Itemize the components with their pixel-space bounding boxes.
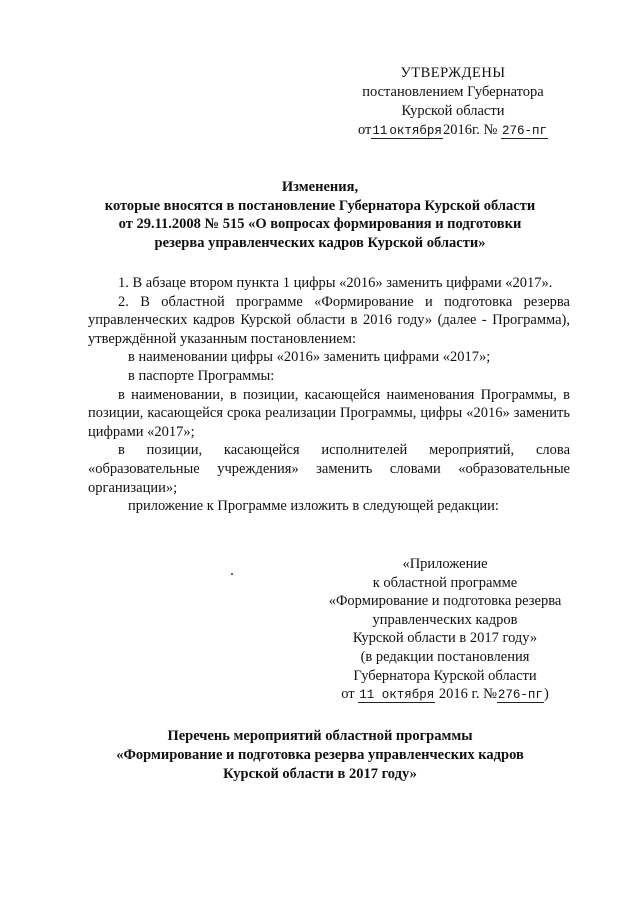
final-heading-line-3: Курской области в 2017 году»: [223, 766, 417, 782]
appendix-line-7: Губернатора Курской области: [353, 667, 537, 684]
body-text: [88, 274, 570, 516]
approval-date-prefix: от: [358, 122, 372, 138]
appendix-line-6: (в редакции постановления: [360, 648, 530, 665]
changes-heading: [60, 178, 580, 252]
paragraph-3: в наименовании цифры «2016» заменить цифрами «2017»;: [128, 349, 491, 366]
appendix-date-prefix: от: [341, 686, 355, 703]
paragraph-1: 1. В абзаце втором пункта 1 цифры «2016» заменить цифрами «2017».: [118, 275, 553, 291]
heading-line-2: которые вносятся в постановление Губернатора Курской области: [104, 197, 536, 214]
appendix-number: 276-пг: [497, 688, 543, 703]
approval-line-1: постановлением Губернатора: [362, 84, 544, 100]
approval-block: [338, 64, 568, 140]
appendix-line-3: «Формирование и подготовка резерва: [328, 593, 562, 610]
appendix-year: 2016 г. №: [438, 686, 497, 703]
paragraph-6: в позиции, касающейся исполнителей мероприятий, слова «образовательные учреждения» заменить словами «образовательные организации»;: [88, 442, 570, 496]
appendix-date-line: [315, 685, 575, 704]
approval-line-2: Курской области: [401, 103, 505, 119]
approval-year: 2016г. №: [442, 122, 498, 138]
approval-number: 276-пг: [501, 124, 547, 138]
heading-line-3: от 29.11.2008 № 515 «О вопросах формирования и подготовки: [118, 216, 522, 232]
heading-line-4: резерва управленческих кадров Курской области»: [154, 234, 486, 251]
approval-title: УТВЕРЖДЕНЫ: [400, 65, 506, 81]
appendix-block: [315, 555, 575, 704]
appendix-day-month: 11 октября: [359, 688, 435, 703]
paragraph-4: в паспорте Программы:: [128, 367, 275, 384]
appendix-line-2: к областной программе: [372, 574, 518, 591]
paragraph-7: приложение к Программе изложить в следующей редакции:: [128, 498, 499, 515]
scan-speck: [231, 573, 233, 575]
heading-line-1: Изменения,: [281, 179, 359, 195]
approval-date-line: [338, 121, 568, 140]
paragraph-5: в наименовании, в позиции, касающейся наименования Программы, в позиции, касающейся срока реализации Программы, цифры «2016» заменить цифрами «2017»;: [88, 386, 570, 440]
appendix-line-5: Курской области в 2017 году»: [352, 630, 538, 647]
approval-month: октября: [389, 124, 442, 138]
appendix-close-paren: ): [543, 686, 549, 703]
appendix-line-4: управленческих кадров: [372, 611, 518, 628]
approval-day: 11: [372, 124, 388, 138]
final-heading-line-2: «Формирование и подготовка резерва управленческих кадров: [116, 747, 524, 763]
appendix-line-1: «Приложение: [402, 556, 488, 572]
measures-list-heading: [60, 727, 580, 784]
paragraph-2: 2. В областной программе «Формирование и подготовка резерва управленческих кадров Курской области в 2016 году» (далее - Программа), утверждённой указанным постановлением:: [88, 293, 570, 347]
final-heading-line-1: Перечень мероприятий областной программы: [167, 728, 473, 744]
